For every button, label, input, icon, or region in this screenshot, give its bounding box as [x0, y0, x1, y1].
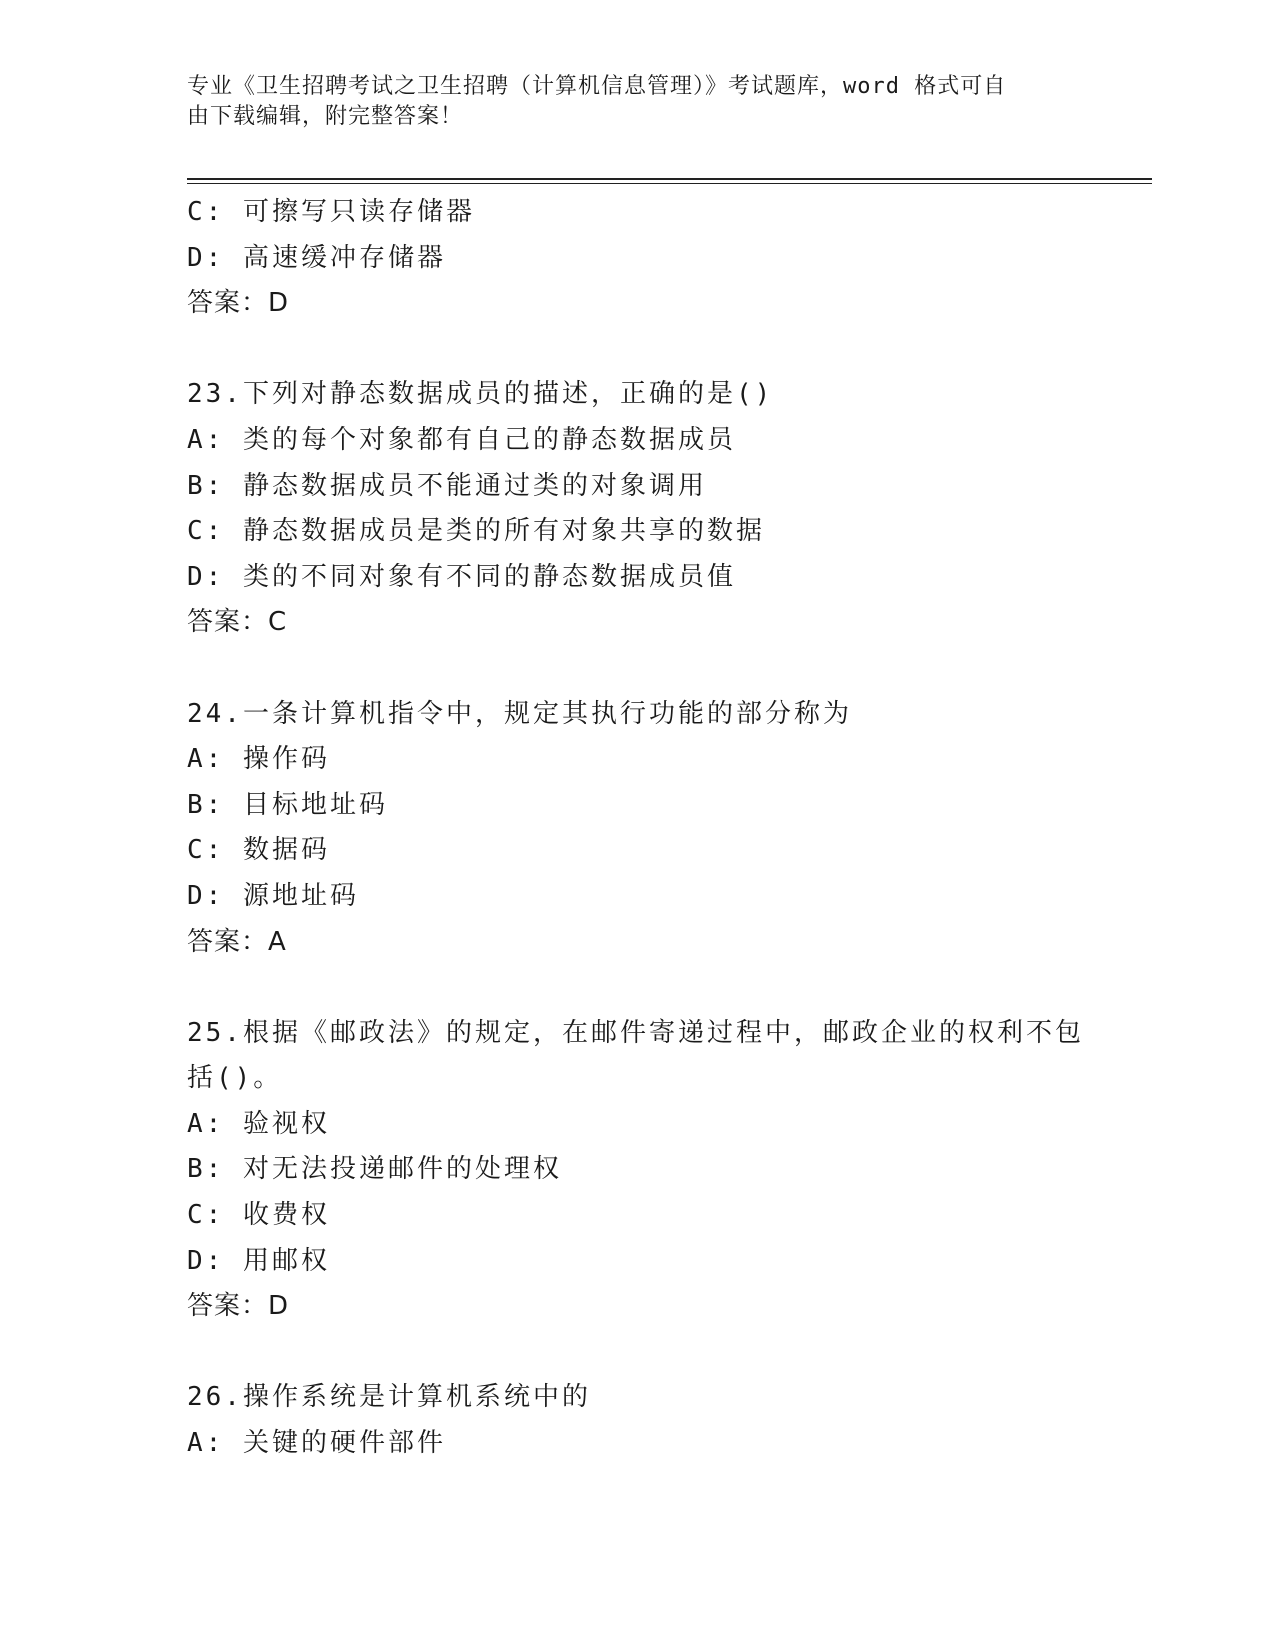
option-c: C: 收费权 — [187, 1200, 330, 1231]
header-divider-thick — [187, 178, 1152, 180]
question-26 — [187, 1375, 1117, 1466]
answer-line: 答案：C — [187, 607, 288, 638]
option-b: B: 静态数据成员不能通过类的对象调用 — [187, 470, 707, 501]
answer-line: 答案：D — [187, 288, 290, 319]
question-25 — [187, 1011, 1117, 1330]
question-text: 23.下列对静态数据成员的描述，正确的是() — [187, 379, 774, 410]
question-23 — [187, 372, 1117, 646]
question-text-line-2: 括()。 — [187, 1063, 283, 1094]
option-a: A: 操作码 — [187, 744, 330, 775]
question-24 — [187, 692, 1117, 966]
question-text: 26.操作系统是计算机系统中的 — [187, 1382, 591, 1413]
option-a: A: 类的每个对象都有自己的静态数据成员 — [187, 424, 736, 455]
document-header — [187, 72, 1087, 132]
option-c: C: 数据码 — [187, 835, 330, 866]
spacer — [187, 965, 1117, 1011]
spacer — [187, 327, 1117, 373]
spacer — [187, 1330, 1117, 1376]
answer-line: 答案：A — [187, 926, 287, 957]
option-d: D: 高速缓冲存储器 — [187, 242, 446, 273]
option-a: A: 验视权 — [187, 1108, 330, 1139]
option-b: B: 目标地址码 — [187, 789, 388, 820]
option-c: C: 静态数据成员是类的所有对象共享的数据 — [187, 516, 765, 547]
question-text: 24.一条计算机指令中，规定其执行功能的部分称为 — [187, 698, 852, 729]
option-b: B: 对无法投递邮件的处理权 — [187, 1154, 562, 1185]
header-line-2: 由下载编辑，附完整答案！ — [187, 104, 464, 129]
option-a: A: 关键的硬件部件 — [187, 1428, 446, 1459]
question-text-line-1: 25.根据《邮政法》的规定，在邮件寄递过程中，邮政企业的权利不包 — [187, 1017, 1084, 1048]
header-line-1: 专业《卫生招聘考试之卫生招聘（计算机信息管理）》考试题库，word 格式可自 — [187, 74, 1007, 99]
option-d: D: 类的不同对象有不同的静态数据成员值 — [187, 561, 736, 592]
header-divider-thin — [187, 183, 1152, 184]
option-c: C: 可擦写只读存储器 — [187, 197, 475, 227]
spacer — [187, 646, 1117, 692]
option-d: D: 源地址码 — [187, 880, 359, 911]
question-22-continued — [187, 190, 1117, 327]
option-d: D: 用邮权 — [187, 1245, 330, 1276]
answer-line: 答案：D — [187, 1291, 290, 1322]
question-content — [187, 190, 1117, 1467]
